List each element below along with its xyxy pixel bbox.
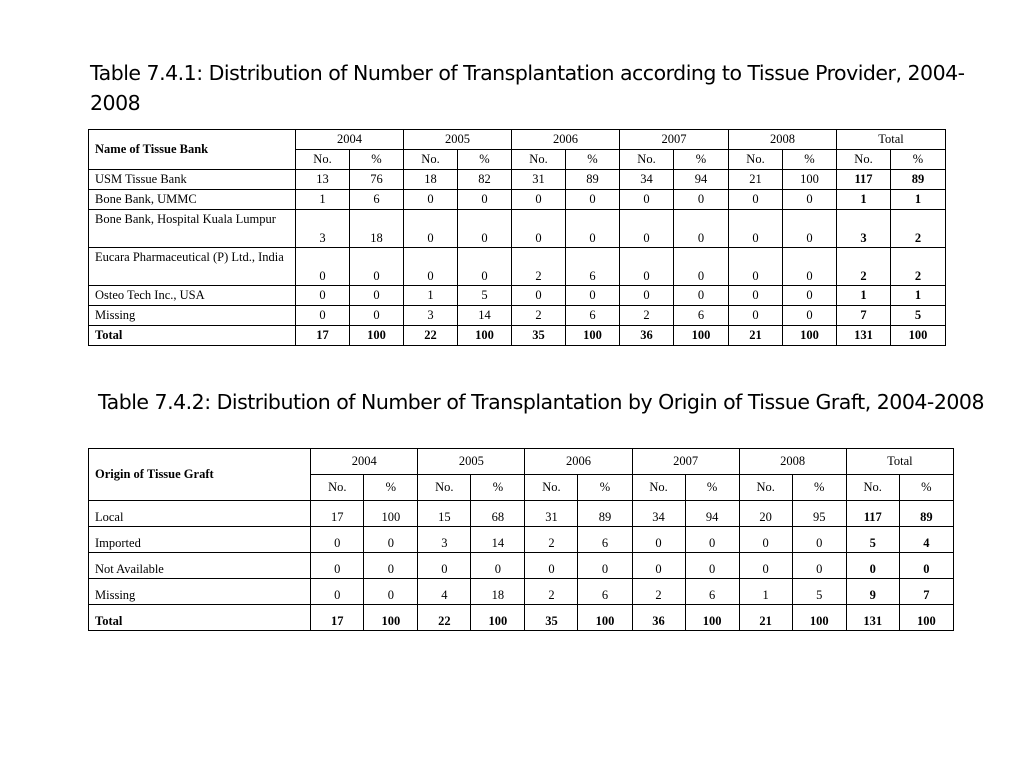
percent-cell: 100 (792, 605, 846, 631)
percent-cell: 5 (792, 579, 846, 605)
percent-cell: 2 (891, 210, 946, 248)
count-cell: 0 (846, 553, 899, 579)
percent-cell: 0 (458, 248, 512, 286)
count-cell: 131 (846, 605, 899, 631)
percent-cell: 0 (783, 306, 837, 326)
percent-cell: 6 (685, 579, 739, 605)
table-row (89, 579, 954, 605)
count-cell: 31 (512, 170, 566, 190)
percent-cell: 0 (674, 248, 729, 286)
percent-cell: 0 (364, 553, 418, 579)
count-cell: 0 (311, 527, 364, 553)
count-cell: 21 (729, 170, 783, 190)
count-cell: 15 (418, 501, 471, 527)
percent-subheader: % (458, 150, 512, 170)
count-cell: 20 (739, 501, 792, 527)
count-cell: 0 (418, 553, 471, 579)
total-header: Total (846, 449, 953, 475)
year-header: 2005 (404, 130, 512, 150)
table-row (89, 501, 954, 527)
percent-cell: 82 (458, 170, 512, 190)
percent-cell: 100 (364, 501, 418, 527)
total-header: Total (837, 130, 946, 150)
percent-cell: 6 (566, 248, 620, 286)
count-cell: 0 (739, 553, 792, 579)
percent-cell: 100 (783, 170, 837, 190)
percent-cell: 100 (471, 605, 525, 631)
count-subheader: No. (846, 475, 899, 501)
percent-cell: 0 (783, 286, 837, 306)
count-cell: 1 (837, 190, 891, 210)
count-cell: 36 (632, 605, 685, 631)
row-label: Missing (89, 306, 296, 326)
year-header: 2004 (311, 449, 418, 475)
count-cell: 35 (512, 326, 566, 346)
table-row (89, 210, 946, 248)
tissue-graft-origin-table (88, 448, 954, 631)
percent-cell: 0 (685, 553, 739, 579)
percent-cell: 100 (899, 605, 953, 631)
count-cell: 21 (729, 326, 783, 346)
year-header: 2006 (512, 130, 620, 150)
percent-cell: 0 (674, 210, 729, 248)
row-label: Total (89, 605, 311, 631)
count-cell: 2 (837, 248, 891, 286)
percent-cell: 94 (685, 501, 739, 527)
percent-subheader: % (685, 475, 739, 501)
count-cell: 2 (512, 248, 566, 286)
percent-cell: 7 (899, 579, 953, 605)
table-row (89, 326, 946, 346)
count-cell: 3 (837, 210, 891, 248)
percent-cell: 0 (350, 248, 404, 286)
count-cell: 2 (620, 306, 674, 326)
count-cell: 0 (620, 248, 674, 286)
count-cell: 0 (296, 286, 350, 306)
count-cell: 4 (418, 579, 471, 605)
percent-cell: 100 (578, 605, 632, 631)
count-cell: 0 (512, 286, 566, 306)
table2-caption: Table 7.4.2: Distribution of Number of Transplantation by Origin of Tissue Graft, 2004-2008 (98, 390, 984, 414)
count-cell: 13 (296, 170, 350, 190)
percent-cell: 0 (458, 210, 512, 248)
percent-subheader: % (891, 150, 946, 170)
count-cell: 17 (311, 605, 364, 631)
count-cell: 18 (404, 170, 458, 190)
count-cell: 3 (418, 527, 471, 553)
percent-cell: 14 (458, 306, 512, 326)
percent-cell: 0 (364, 527, 418, 553)
count-cell: 0 (404, 190, 458, 210)
count-subheader: No. (632, 475, 685, 501)
count-cell: 0 (729, 306, 783, 326)
count-cell: 0 (729, 286, 783, 306)
row-label: Osteo Tech Inc., USA (89, 286, 296, 306)
count-cell: 36 (620, 326, 674, 346)
percent-cell: 6 (578, 579, 632, 605)
table-row (89, 190, 946, 210)
count-cell: 131 (837, 326, 891, 346)
percent-cell: 0 (792, 553, 846, 579)
percent-cell: 6 (566, 306, 620, 326)
percent-cell: 0 (350, 286, 404, 306)
year-header: 2007 (620, 130, 729, 150)
percent-cell: 0 (685, 527, 739, 553)
percent-cell: 100 (364, 605, 418, 631)
table1-caption: Table 7.4.1: Distribution of Number of Transplantation according to Tissue Provider, 2004-2008 (90, 61, 965, 115)
percent-cell: 100 (674, 326, 729, 346)
percent-cell: 6 (674, 306, 729, 326)
percent-cell: 100 (458, 326, 512, 346)
count-cell: 2 (512, 306, 566, 326)
percent-subheader: % (364, 475, 418, 501)
name-column-header: Name of Tissue Bank (89, 130, 296, 170)
row-label: Eucara Pharmaceutical (P) Ltd., India (89, 248, 296, 286)
count-subheader: No. (418, 475, 471, 501)
percent-cell: 0 (364, 579, 418, 605)
row-label: USM Tissue Bank (89, 170, 296, 190)
percent-cell: 0 (350, 306, 404, 326)
year-header: 2008 (729, 130, 837, 150)
count-cell: 1 (296, 190, 350, 210)
count-cell: 17 (311, 501, 364, 527)
percent-cell: 0 (783, 210, 837, 248)
count-subheader: No. (729, 150, 783, 170)
percent-cell: 2 (891, 248, 946, 286)
percent-cell: 6 (350, 190, 404, 210)
percent-subheader: % (792, 475, 846, 501)
year-header: 2008 (739, 449, 846, 475)
count-cell: 0 (311, 579, 364, 605)
percent-cell: 4 (899, 527, 953, 553)
count-cell: 1 (739, 579, 792, 605)
count-cell: 9 (846, 579, 899, 605)
count-cell: 0 (729, 210, 783, 248)
percent-cell: 0 (566, 286, 620, 306)
percent-cell: 89 (899, 501, 953, 527)
count-cell: 0 (729, 248, 783, 286)
name-column-header: Origin of Tissue Graft (89, 449, 311, 501)
percent-cell: 100 (891, 326, 946, 346)
count-cell: 2 (632, 579, 685, 605)
percent-cell: 68 (471, 501, 525, 527)
percent-cell: 1 (891, 190, 946, 210)
year-header: 2007 (632, 449, 739, 475)
percent-cell: 6 (578, 527, 632, 553)
table-row (89, 286, 946, 306)
percent-cell: 0 (792, 527, 846, 553)
percent-cell: 89 (891, 170, 946, 190)
percent-cell: 0 (783, 190, 837, 210)
percent-cell: 0 (783, 248, 837, 286)
row-label: Local (89, 501, 311, 527)
row-label: Bone Bank, Hospital Kuala Lumpur (89, 210, 296, 248)
year-header: 2005 (418, 449, 525, 475)
table-row (89, 306, 946, 326)
table-row (89, 605, 954, 631)
percent-cell: 100 (566, 326, 620, 346)
percent-cell: 95 (792, 501, 846, 527)
count-cell: 2 (525, 579, 578, 605)
percent-cell: 89 (566, 170, 620, 190)
count-subheader: No. (525, 475, 578, 501)
count-cell: 7 (837, 306, 891, 326)
count-cell: 22 (404, 326, 458, 346)
year-header: 2006 (525, 449, 632, 475)
count-subheader: No. (512, 150, 566, 170)
percent-cell: 14 (471, 527, 525, 553)
percent-cell: 76 (350, 170, 404, 190)
table-row (89, 527, 954, 553)
percent-cell: 100 (685, 605, 739, 631)
count-cell: 22 (418, 605, 471, 631)
count-cell: 3 (404, 306, 458, 326)
count-cell: 0 (296, 306, 350, 326)
count-cell: 3 (296, 210, 350, 248)
percent-subheader: % (578, 475, 632, 501)
percent-subheader: % (471, 475, 525, 501)
count-cell: 1 (837, 286, 891, 306)
count-cell: 1 (404, 286, 458, 306)
count-cell: 0 (296, 248, 350, 286)
percent-cell: 5 (458, 286, 512, 306)
row-label: Not Available (89, 553, 311, 579)
count-cell: 0 (739, 527, 792, 553)
count-cell: 0 (632, 527, 685, 553)
percent-cell: 100 (350, 326, 404, 346)
percent-subheader: % (674, 150, 729, 170)
percent-cell: 5 (891, 306, 946, 326)
percent-cell: 18 (350, 210, 404, 248)
count-cell: 0 (512, 210, 566, 248)
count-cell: 0 (620, 286, 674, 306)
count-subheader: No. (404, 150, 458, 170)
count-cell: 21 (739, 605, 792, 631)
row-label: Imported (89, 527, 311, 553)
percent-cell: 94 (674, 170, 729, 190)
percent-cell: 1 (891, 286, 946, 306)
count-subheader: No. (311, 475, 364, 501)
count-cell: 0 (620, 210, 674, 248)
count-subheader: No. (739, 475, 792, 501)
count-cell: 34 (620, 170, 674, 190)
percent-cell: 100 (783, 326, 837, 346)
tissue-provider-table (88, 129, 946, 346)
percent-subheader: % (899, 475, 953, 501)
count-cell: 5 (846, 527, 899, 553)
year-header: 2004 (296, 130, 404, 150)
row-label: Missing (89, 579, 311, 605)
percent-cell: 0 (674, 286, 729, 306)
count-cell: 31 (525, 501, 578, 527)
count-subheader: No. (837, 150, 891, 170)
table-row (89, 170, 946, 190)
count-cell: 0 (404, 210, 458, 248)
percent-cell: 0 (674, 190, 729, 210)
count-cell: 2 (525, 527, 578, 553)
count-cell: 0 (311, 553, 364, 579)
count-cell: 0 (632, 553, 685, 579)
count-cell: 117 (846, 501, 899, 527)
count-cell: 117 (837, 170, 891, 190)
count-cell: 17 (296, 326, 350, 346)
count-cell: 0 (525, 553, 578, 579)
table-row (89, 553, 954, 579)
count-cell: 0 (620, 190, 674, 210)
percent-cell: 0 (566, 210, 620, 248)
count-cell: 34 (632, 501, 685, 527)
percent-subheader: % (783, 150, 837, 170)
percent-subheader: % (350, 150, 404, 170)
row-label: Total (89, 326, 296, 346)
count-subheader: No. (296, 150, 350, 170)
count-cell: 0 (729, 190, 783, 210)
percent-cell: 0 (458, 190, 512, 210)
percent-subheader: % (566, 150, 620, 170)
row-label: Bone Bank, UMMC (89, 190, 296, 210)
table-row (89, 248, 946, 286)
count-cell: 0 (404, 248, 458, 286)
percent-cell: 89 (578, 501, 632, 527)
percent-cell: 0 (471, 553, 525, 579)
count-cell: 0 (512, 190, 566, 210)
percent-cell: 18 (471, 579, 525, 605)
percent-cell: 0 (566, 190, 620, 210)
percent-cell: 0 (899, 553, 953, 579)
count-subheader: No. (620, 150, 674, 170)
count-cell: 35 (525, 605, 578, 631)
percent-cell: 0 (578, 553, 632, 579)
